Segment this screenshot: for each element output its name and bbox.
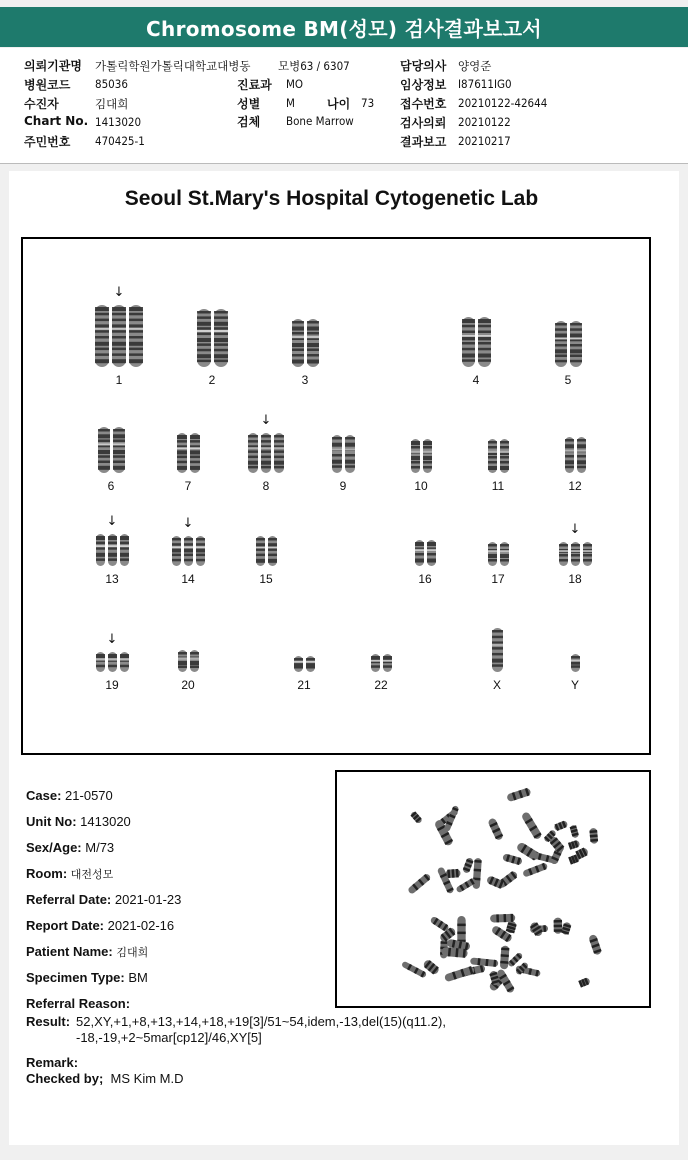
chromosome-label: 17 <box>491 572 505 586</box>
chromosome-label: 15 <box>259 572 273 586</box>
report-date-label: Report Date: <box>26 918 105 933</box>
metaphase-chromosome <box>410 811 423 825</box>
chromosome-label: 10 <box>414 479 428 493</box>
metaphase-chromosome <box>578 977 591 988</box>
doctor-label: 담당의사 <box>400 59 447 73</box>
sexage-line <box>26 840 114 855</box>
chromosome-label: 12 <box>568 479 582 493</box>
report-value: 20210217 <box>458 134 511 148</box>
chromosome-3 <box>292 319 319 367</box>
patient-label: 수진자 <box>24 97 59 111</box>
receipt-value: 20210122-42644 <box>458 96 548 110</box>
chromosome-label: X <box>492 678 501 692</box>
chromosome-12 <box>565 437 586 473</box>
patient-value: 김대희 <box>95 97 129 111</box>
metaphase-chromosome <box>407 873 432 895</box>
hospital-code-label: 병원코드 <box>24 78 71 92</box>
chromosome-9 <box>332 435 355 473</box>
room-label: Room: <box>26 866 68 881</box>
chromosome-label: 1 <box>115 373 123 387</box>
chromosome-label: 20 <box>181 678 195 692</box>
chromosome-label: 19 <box>105 678 119 692</box>
unit-label: Unit No: <box>26 814 77 829</box>
remark-label: Remark: <box>26 1055 79 1070</box>
referral-reason-line <box>26 996 130 1011</box>
metaphase-chromosome <box>401 961 427 979</box>
chromosome-18 <box>559 542 592 566</box>
abnormality-arrow-icon: ↓ <box>260 413 272 428</box>
abnormality-arrow-icon: ↓ <box>106 514 118 529</box>
unit-value: 1413020 <box>80 814 131 829</box>
request-label: 검사의뢰 <box>400 116 447 130</box>
report-title: Chromosome BM(성모) 검사결과보고서 <box>0 7 688 47</box>
chromosome-17 <box>488 542 509 566</box>
sexage-label: Sex/Age: <box>26 840 82 855</box>
chromosome-label: 6 <box>107 479 115 493</box>
chromosome-5 <box>555 321 582 367</box>
metaphase-chromosome <box>588 934 602 956</box>
chromosome-19 <box>96 652 129 672</box>
abnormality-arrow-icon: ↓ <box>182 516 194 531</box>
metaphase-chromosome <box>521 811 543 840</box>
chromosome-8 <box>248 433 284 473</box>
metaphase-chromosome <box>487 817 504 841</box>
age-value: 73 <box>361 96 375 110</box>
metaphase-chromosome <box>500 945 510 969</box>
checked-value: MS Kim M.D <box>110 1071 184 1086</box>
chromosome-label: 21 <box>297 678 311 692</box>
metaphase-chromosome <box>444 965 475 982</box>
chromosome-label: 3 <box>301 373 309 387</box>
room-line <box>26 866 113 882</box>
checked-line <box>26 1071 184 1086</box>
department-label: 진료과 <box>237 78 272 92</box>
chromosome-2 <box>197 309 228 367</box>
cytogenetic-report <box>9 171 679 1145</box>
room-value: 대전성모 <box>70 869 114 881</box>
chromosome-label: 18 <box>568 572 582 586</box>
chromosome-15 <box>256 536 277 566</box>
report-date-value: 2021-02-16 <box>107 918 175 933</box>
result-label: Result: <box>26 1014 71 1029</box>
metaphase-chromosome <box>506 787 531 802</box>
patient-name-line <box>26 944 148 960</box>
chromosome-13 <box>96 534 129 566</box>
result-text-1: 52,XY,+1,+8,+13,+14,+18,+19[3]/51~54,idem,-13,del(15)(q11.2), <box>76 1014 446 1029</box>
chromosome-6 <box>98 427 125 473</box>
patient-name-value: 김대희 <box>116 947 149 959</box>
chart-value: 1413020 <box>95 115 142 129</box>
metaphase-chromosome <box>429 916 449 933</box>
checked-label: Checked by; <box>26 1071 104 1086</box>
result-line <box>26 1014 70 1029</box>
referral-date-value: 2021-01-23 <box>114 892 182 907</box>
specimen-type-value: BM <box>128 970 148 985</box>
report-date-line <box>26 918 174 933</box>
abnormality-arrow-icon: ↓ <box>113 285 125 300</box>
clinical-label: 임상정보 <box>400 78 447 92</box>
metaphase-image-panel <box>335 770 651 1008</box>
resident-value: 470425-1 <box>95 134 145 148</box>
chromosome-y <box>571 654 580 672</box>
specimen-label: 검체 <box>237 115 261 129</box>
abnormality-arrow-icon: ↓ <box>569 522 581 537</box>
chromosome-4 <box>462 317 491 367</box>
metaphase-chromosome <box>472 858 481 889</box>
result-text-2: -18,-19,+2~5mar[cp12]/46,XY[5] <box>76 1030 262 1045</box>
referral-date-label: Referral Date: <box>26 892 112 907</box>
chromosome-11 <box>488 439 509 473</box>
chromosome-label: 8 <box>262 479 270 493</box>
referral-reason-label: Referral Reason: <box>26 996 131 1011</box>
case-value: 21-0570 <box>65 788 113 803</box>
referral-date-line <box>26 892 181 907</box>
remark-line <box>26 1055 78 1070</box>
metaphase-spread-image <box>337 772 649 1006</box>
sexage-value: M/73 <box>85 840 115 855</box>
metaphase-chromosome <box>490 914 515 923</box>
metaphase-chromosome <box>502 853 523 865</box>
metaphase-chromosome <box>554 918 563 934</box>
chromosome-label: 9 <box>339 479 347 493</box>
chart-label: Chart No. <box>24 114 89 128</box>
report-label: 결과보고 <box>400 135 447 149</box>
specimen-type-label: Specimen Type: <box>26 970 125 985</box>
chromosome-label: 7 <box>184 479 192 493</box>
chromosome-label: 4 <box>472 373 480 387</box>
case-label: Case: <box>26 788 62 803</box>
sex-value: M <box>286 96 295 110</box>
metaphase-chromosome <box>568 840 581 850</box>
metaphase-chromosome <box>569 824 579 838</box>
doctor-value: 양영준 <box>458 59 492 73</box>
age-label: 나이 <box>327 97 351 111</box>
chromosome-20 <box>178 650 199 672</box>
patient-header <box>0 48 688 164</box>
ward-value: 모병63 / 6307 <box>278 59 350 73</box>
specimen-type-line <box>26 970 148 985</box>
chromosome-label: 2 <box>208 373 216 387</box>
institution-label: 의뢰기관명 <box>24 59 82 73</box>
chromosome-label: 22 <box>374 678 388 692</box>
metaphase-chromosome <box>486 875 506 889</box>
resident-label: 주민번호 <box>24 135 71 149</box>
metaphase-chromosome <box>506 920 518 934</box>
request-value: 20210122 <box>458 115 511 129</box>
metaphase-chromosome <box>561 921 572 935</box>
patient-name-label: Patient Name: <box>26 944 113 959</box>
metaphase-chromosome <box>470 957 499 967</box>
chromosome-x <box>492 628 503 672</box>
karyogram-panel <box>21 237 651 755</box>
chromosome-label: 14 <box>181 572 195 586</box>
metaphase-chromosome <box>553 820 568 832</box>
chromosome-16 <box>415 540 436 566</box>
receipt-label: 접수번호 <box>400 97 447 111</box>
chromosome-21 <box>294 656 315 672</box>
chromosome-label: 13 <box>105 572 119 586</box>
chromosome-label: 16 <box>418 572 432 586</box>
sex-label: 성별 <box>237 97 261 111</box>
metaphase-chromosome <box>589 828 598 844</box>
metaphase-chromosome <box>462 857 474 874</box>
unit-line <box>26 814 131 829</box>
chromosome-label: 5 <box>564 373 572 387</box>
clinical-value: I87611IG0 <box>458 77 512 91</box>
metaphase-chromosome <box>522 862 548 877</box>
chromosome-14 <box>172 536 205 566</box>
case-line <box>26 788 113 803</box>
institution-value: 가톨릭학원가톨릭대학교대병동 <box>95 59 251 73</box>
chromosome-label: 11 <box>491 479 505 493</box>
hospital-code-value: 85036 <box>95 77 128 91</box>
chromosome-label: Y <box>570 678 579 692</box>
lab-title: Seoul St.Mary's Hospital Cytogenetic Lab <box>124 187 539 210</box>
chromosome-10 <box>411 439 432 473</box>
chromosome-1 <box>95 305 143 367</box>
abnormality-arrow-icon: ↓ <box>106 632 118 647</box>
specimen-value: Bone Marrow <box>286 114 354 128</box>
chromosome-7 <box>177 433 200 473</box>
chromosome-22 <box>371 654 392 672</box>
metaphase-chromosome <box>457 916 465 944</box>
department-value: MO <box>286 77 304 91</box>
